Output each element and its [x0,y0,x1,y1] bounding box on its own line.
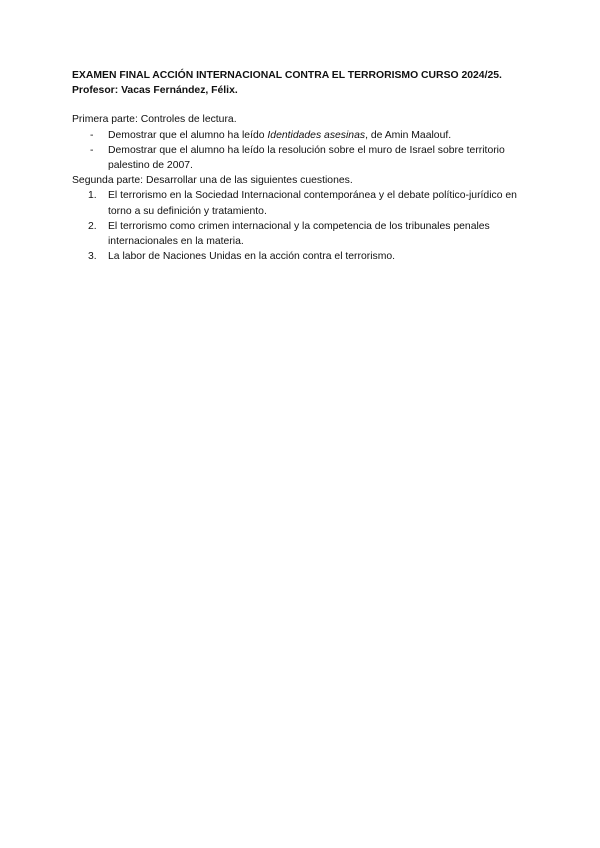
part1-item-2 [72,143,532,173]
dash-marker: - [90,144,94,156]
part1-list [72,128,532,174]
part2-item-1-text: El terrorismo en la Sociedad Internacional contemporánea y el debate político-jurídico en torno a su definición y tratamiento. [108,190,517,217]
part1-item-2-text: Demostrar que el alumno ha leído la resolución sobre el muro de Israel sobre territorio palestino de 2007. [108,144,505,172]
part1-heading: Primera parte: Controles de lectura. [72,114,237,126]
part2-item-3-text: La labor de Naciones Unidas en la acción contra el terrorismo. [108,251,396,263]
item-number: 3. [88,251,97,263]
part1-item-1-text-after: , de Amin Maalouf. [365,129,452,141]
exam-title: EXAMEN FINAL ACCIÓN INTERNACIONAL CONTRA EL TERRORISMO CURSO 2024/25. [72,70,502,81]
part2-item-2 [72,219,532,249]
part2-list [72,188,532,264]
section-spacer [72,98,532,112]
item-number: 2. [88,220,97,232]
part1-item-1-text-before: Demostrar que el alumno ha leído [108,129,268,141]
part2-item-2-text: El terrorismo como crimen internacional y la competencia de los tribunales penales internacionales en la materia. [108,220,490,248]
book-title: Identidades asesinas [267,129,366,141]
dash-marker: - [90,129,94,141]
part1-item-1 [72,128,532,143]
part2-item-3 [72,249,532,264]
exam-document [72,68,532,264]
professor-line: Profesor: Vacas Fernández, Félix. [72,85,238,97]
item-number: 1. [88,190,97,202]
part2-heading: Segunda parte: Desarrollar una de las siguientes cuestiones. [72,175,353,187]
part2-item-1 [72,188,532,218]
